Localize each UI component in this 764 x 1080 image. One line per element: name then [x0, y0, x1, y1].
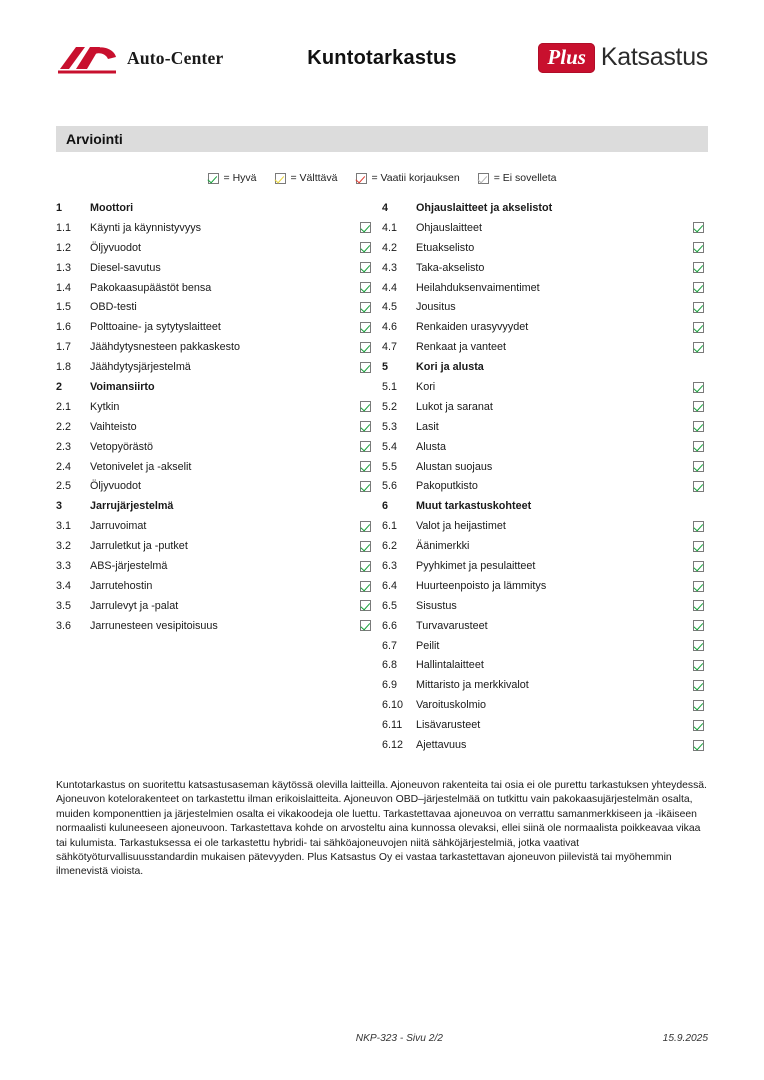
- checklist-item-number: 6.7: [382, 639, 398, 652]
- checklist-item-label: Peilit: [416, 639, 440, 652]
- checklist-item-checkbox[interactable]: [686, 321, 708, 333]
- checklist-item-checkbox[interactable]: [686, 341, 708, 353]
- checklist-item-checkbox[interactable]: [686, 679, 708, 691]
- checklist-item-row: [382, 536, 708, 556]
- checkbox-green-icon: [208, 173, 219, 184]
- checklist-item-row: [382, 516, 708, 536]
- checklist-item-checkbox[interactable]: [686, 719, 708, 731]
- ac-logo-icon: [56, 43, 120, 73]
- checklist-item-number: 1.6: [56, 321, 72, 334]
- checklist-item-row: [382, 556, 708, 576]
- checklist-item-number: 2.4: [56, 460, 72, 473]
- checkbox-green-icon[interactable]: [360, 401, 371, 412]
- checklist-item-row: [56, 616, 382, 636]
- checklist-item-label: Kytkin: [90, 400, 120, 413]
- checklist-item-row: [56, 576, 382, 596]
- checkbox-green-icon[interactable]: [360, 421, 371, 432]
- checklist-item-number: 3.4: [56, 579, 72, 592]
- checklist-item-checkbox[interactable]: [686, 222, 708, 234]
- footer-date: 15.9.2025: [662, 1033, 708, 1044]
- checklist-item-label: OBD-testi: [90, 301, 137, 314]
- checklist-item-row: [382, 675, 708, 695]
- checkbox-green-icon[interactable]: [693, 541, 704, 552]
- checklist-item-row: [382, 596, 708, 616]
- checkbox-green-icon[interactable]: [360, 242, 371, 253]
- checkbox-green-icon[interactable]: [360, 461, 371, 472]
- checkbox-green-icon[interactable]: [693, 322, 704, 333]
- checklist-item-checkbox[interactable]: [686, 441, 708, 453]
- checklist-group-row: [382, 357, 708, 377]
- page-title: Kuntotarkastus: [307, 46, 457, 69]
- checklist-item-checkbox[interactable]: [686, 540, 708, 552]
- checkbox-green-icon[interactable]: [693, 640, 704, 651]
- checklist-item-number: 4.4: [382, 281, 398, 294]
- checklist-group-row: [56, 198, 382, 218]
- checkbox-green-icon[interactable]: [360, 342, 371, 353]
- checklist-item-row: [56, 297, 382, 317]
- checklist-group-row: [56, 377, 382, 397]
- checklist-item-number: 6.4: [382, 579, 398, 592]
- autocenter-logo: [56, 43, 286, 73]
- checklist-item-number: 3.6: [56, 619, 72, 632]
- checkbox-green-icon[interactable]: [360, 282, 371, 293]
- checklist-item-number: 3.2: [56, 540, 72, 553]
- legend-item-vaatii-korjauksen: [356, 172, 460, 184]
- checklist-item-number: 3.5: [56, 599, 72, 612]
- checklist-item-checkbox[interactable]: [686, 520, 708, 532]
- checklist-item-label: Öljyvuodot: [90, 241, 142, 254]
- checkbox-green-icon[interactable]: [360, 521, 371, 532]
- checklist-item-checkbox[interactable]: [360, 480, 382, 492]
- checkbox-green-icon[interactable]: [360, 541, 371, 552]
- checklist-group-row: [382, 198, 708, 218]
- checklist-item-label: Jousitus: [416, 301, 456, 314]
- checklist-item-number: 4.3: [382, 261, 398, 274]
- checklist-item-label: ABS-järjestelmä: [90, 559, 168, 572]
- katsastus-wordmark: Katsastus: [600, 43, 708, 72]
- checklist-item-number: 4.7: [382, 341, 398, 354]
- checklist-item-checkbox[interactable]: [686, 560, 708, 572]
- disclaimer-text: Kuntotarkastus on suoritettu katsastusaseman käytössä olevilla laitteilla. Ajoneuvon rakenteita tai osia ei ole purettu tarkastuksen yhteydessä. Ajoneuvon kotelorakenteet on tarkastettu ilman erikoislaitteita. Ajoneuvon OBD–järjestelmää on tutkittu vain pakokaasujärjestelmän osalta, muiden komponenttien ja järjestelmien osalta ei vikakoodeja ole luettu. Tarkastettavaa ajoneuvoa on verrattu samanmerkkiseen ja -ikäiseen normaalisti kuluneeseen ajoneuvoon. Tarkastettava kohde on arvosteltu aina kunnossa olevaksi, ellei siinä ole normaalista poikkeavaa vikaa tai kulumista. Tarkastuksessa ei ole tarkastettu hybridi- tai sähköajoneuvojen niitä sähköjärjestelmiä, jotka vaativat sähkötyöturvallisuusstandardin mukaisen pätevyyden. Plus Katsastus Oy ei vastaa tarkastettavan ajoneuvon piilevistä tai myöhemmin ilmenevistä vioista.: [56, 779, 707, 878]
- checklist-item-number: 1.5: [56, 301, 72, 314]
- checklist-item-label: Moottori: [90, 201, 134, 214]
- checklist-item-label: Taka-akselisto: [416, 261, 485, 274]
- checklist-item-label: Ohjauslaitteet: [416, 221, 483, 234]
- checklist-item-checkbox[interactable]: [686, 659, 708, 671]
- pluskatsastus-logo: [478, 43, 708, 72]
- checklist-item-number: 1: [56, 201, 63, 214]
- checklist-item-checkbox[interactable]: [360, 520, 382, 532]
- checklist-item-number: 5.6: [382, 480, 398, 493]
- checklist-item-number: 6.2: [382, 540, 398, 553]
- legend-item-ei-sovelleta: [478, 172, 557, 184]
- checklist-item-row: [382, 636, 708, 656]
- checklist-item-number: 2.5: [56, 480, 72, 493]
- checklist-item-number: 3.1: [56, 520, 72, 533]
- checklist-item-label: Jarrujärjestelmä: [90, 500, 174, 513]
- checklist-item-label: Jarrutehostin: [90, 579, 153, 592]
- checklist-item-number: 5.2: [382, 400, 398, 413]
- checklist-item-number: 1.1: [56, 221, 72, 234]
- checklist-item-number: 4.2: [382, 241, 398, 254]
- footer-document-ref: NKP-323 - Sivu 2/2: [355, 1033, 443, 1044]
- checkbox-green-icon[interactable]: [360, 222, 371, 233]
- checklist-item-label: Jarruletkut ja -putket: [90, 540, 188, 553]
- checklist: [56, 198, 708, 755]
- legend-label: = Hyvä: [223, 172, 257, 184]
- legend-label: = Vaatii korjauksen: [371, 172, 460, 184]
- checkbox-green-icon[interactable]: [693, 720, 704, 731]
- checklist-item-number: 1.3: [56, 261, 72, 274]
- checklist-item-row: [56, 258, 382, 278]
- checkbox-green-icon[interactable]: [693, 660, 704, 671]
- checkbox-green-icon[interactable]: [693, 421, 704, 432]
- checklist-item-row: [56, 238, 382, 258]
- checkbox-green-icon[interactable]: [693, 262, 704, 273]
- checklist-item-row: [56, 437, 382, 457]
- checklist-column-right: [382, 198, 708, 755]
- autocenter-wordmark: Auto-Center: [127, 47, 224, 68]
- checkbox-green-icon[interactable]: [693, 740, 704, 751]
- checklist-group-row: [382, 496, 708, 516]
- checklist-item-number: 5: [382, 361, 389, 374]
- checklist-item-row: [382, 317, 708, 337]
- checklist-item-checkbox[interactable]: [360, 421, 382, 433]
- checklist-item-label: Ohjauslaitteet ja akselistot: [416, 201, 553, 214]
- checklist-item-number: 2: [56, 380, 63, 393]
- checkbox-yellow-icon: [275, 173, 286, 184]
- checklist-item-label: Varoituskolmio: [416, 699, 487, 712]
- checklist-item-number: 6.5: [382, 599, 398, 612]
- checklist-item-row: [382, 476, 708, 496]
- checklist-item-label: Mittaristo ja merkkivalot: [416, 679, 529, 692]
- checklist-item-label: Sisustus: [416, 599, 457, 612]
- checklist-item-row: [382, 417, 708, 437]
- checkbox-green-icon[interactable]: [693, 680, 704, 691]
- checklist-item-row: [56, 457, 382, 477]
- checklist-item-label: Renkaiden urasyvyydet: [416, 321, 529, 334]
- checklist-item-row: [56, 278, 382, 298]
- checklist-item-label: Käynti ja käynnistyvyys: [90, 221, 202, 234]
- checkbox-green-icon[interactable]: [693, 242, 704, 253]
- checklist-item-checkbox[interactable]: [360, 560, 382, 572]
- checklist-item-checkbox[interactable]: [686, 401, 708, 413]
- checklist-item-number: 6.8: [382, 659, 398, 672]
- checkbox-green-icon[interactable]: [693, 401, 704, 412]
- checklist-item-number: 1.7: [56, 341, 72, 354]
- checklist-item-row: [382, 218, 708, 238]
- checklist-item-checkbox[interactable]: [360, 540, 382, 552]
- checkbox-green-icon[interactable]: [693, 581, 704, 592]
- checklist-item-label: Vaihteisto: [90, 420, 137, 433]
- checklist-item-row: [56, 317, 382, 337]
- checklist-item-row: [56, 417, 382, 437]
- checklist-item-checkbox[interactable]: [686, 699, 708, 711]
- checklist-item-number: 5.4: [382, 440, 398, 453]
- checklist-item-label: Polttoaine- ja sytytyslaitteet: [90, 321, 221, 334]
- checkbox-green-icon[interactable]: [693, 222, 704, 233]
- checklist-item-label: Jäähdytysnesteen pakkaskesto: [90, 341, 241, 354]
- checklist-item-row: [382, 715, 708, 735]
- checklist-item-row: [56, 476, 382, 496]
- checklist-item-label: Hallintalaitteet: [416, 659, 484, 672]
- checklist-item-row: [56, 556, 382, 576]
- checklist-item-number: 6.1: [382, 520, 398, 533]
- checklist-item-label: Renkaat ja vanteet: [416, 341, 507, 354]
- legend-item-valttava: [275, 172, 338, 184]
- checkbox-green-icon[interactable]: [360, 362, 371, 373]
- checklist-item-checkbox[interactable]: [360, 321, 382, 333]
- checklist-item-label: Heilahduksenvaimentimet: [416, 281, 540, 294]
- checklist-item-label: Ajettavuus: [416, 738, 467, 751]
- checklist-item-row: [382, 337, 708, 357]
- checklist-item-checkbox[interactable]: [686, 282, 708, 294]
- checklist-item-row: [382, 616, 708, 636]
- checklist-item-row: [56, 536, 382, 556]
- checkbox-green-icon[interactable]: [360, 581, 371, 592]
- checklist-item-checkbox[interactable]: [360, 401, 382, 413]
- checklist-item-label: Öljyvuodot: [90, 480, 142, 493]
- checklist-item-row: [56, 337, 382, 357]
- checklist-item-label: Turvavarusteet: [416, 619, 488, 632]
- checkbox-green-icon[interactable]: [693, 620, 704, 631]
- checklist-item-checkbox[interactable]: [360, 262, 382, 274]
- checklist-item-number: 6: [382, 500, 389, 513]
- checklist-item-label: Lasit: [416, 420, 439, 433]
- checklist-item-label: Jarrunesteen vesipitoisuus: [90, 619, 218, 632]
- checklist-item-row: [382, 576, 708, 596]
- checkbox-green-icon[interactable]: [693, 282, 704, 293]
- checkbox-green-icon[interactable]: [693, 302, 704, 313]
- checklist-item-number: 1.2: [56, 241, 72, 254]
- checklist-item-checkbox[interactable]: [686, 242, 708, 254]
- plus-badge: Plus: [538, 43, 595, 72]
- checklist-item-number: 4: [382, 201, 389, 214]
- checklist-item-label: Lisävarusteet: [416, 719, 481, 732]
- checklist-item-checkbox[interactable]: [686, 421, 708, 433]
- checklist-item-checkbox[interactable]: [686, 461, 708, 473]
- checklist-item-label: Kori: [416, 380, 436, 393]
- checklist-item-checkbox[interactable]: [686, 301, 708, 313]
- checklist-item-checkbox[interactable]: [360, 620, 382, 632]
- checklist-item-checkbox[interactable]: [686, 739, 708, 751]
- document-header: [56, 0, 708, 92]
- legend-label: = Ei sovelleta: [493, 172, 557, 184]
- checkbox-green-icon[interactable]: [693, 441, 704, 452]
- checklist-item-label: Alustan suojaus: [416, 460, 493, 473]
- checkbox-green-icon[interactable]: [360, 561, 371, 572]
- checkbox-green-icon[interactable]: [360, 600, 371, 611]
- checkbox-green-icon[interactable]: [360, 262, 371, 273]
- checkbox-green-icon[interactable]: [360, 441, 371, 452]
- checklist-item-number: 3: [56, 500, 63, 513]
- checklist-item-checkbox[interactable]: [360, 461, 382, 473]
- checklist-item-number: 5.5: [382, 460, 398, 473]
- checklist-item-number: 6.9: [382, 679, 398, 692]
- checklist-item-checkbox[interactable]: [360, 361, 382, 373]
- checklist-column-left: [56, 198, 382, 755]
- checklist-item-checkbox[interactable]: [360, 441, 382, 453]
- checklist-item-label: Äänimerkki: [416, 540, 470, 553]
- checklist-item-label: Jäähdytysjärjestelmä: [90, 361, 191, 374]
- checklist-item-label: Alusta: [416, 440, 447, 453]
- checklist-item-label: Voimansiirto: [90, 380, 155, 393]
- checklist-item-row: [382, 278, 708, 298]
- checklist-item-row: [382, 735, 708, 755]
- checklist-item-checkbox[interactable]: [686, 580, 708, 592]
- checklist-item-row: [382, 377, 708, 397]
- checklist-item-number: 5.3: [382, 420, 398, 433]
- checklist-item-label: Jarrulevyt ja -palat: [90, 599, 179, 612]
- checklist-item-row: [382, 457, 708, 477]
- checkbox-green-icon[interactable]: [693, 342, 704, 353]
- checklist-item-checkbox[interactable]: [686, 640, 708, 652]
- checklist-item-row: [382, 397, 708, 417]
- checklist-item-row: [382, 655, 708, 675]
- checklist-item-row: [56, 596, 382, 616]
- checkbox-green-icon[interactable]: [360, 620, 371, 631]
- checkbox-red-icon: [356, 173, 367, 184]
- checklist-item-number: 6.3: [382, 559, 398, 572]
- checkbox-green-icon[interactable]: [360, 302, 371, 313]
- checklist-item-checkbox[interactable]: [360, 600, 382, 612]
- checklist-item-row: [382, 297, 708, 317]
- checkbox-green-icon[interactable]: [360, 481, 371, 492]
- legend-label: = Välttävä: [290, 172, 338, 184]
- checklist-item-checkbox[interactable]: [686, 600, 708, 612]
- checklist-item-label: Jarruvoimat: [90, 520, 147, 533]
- checklist-item-checkbox[interactable]: [360, 341, 382, 353]
- checklist-item-checkbox[interactable]: [360, 242, 382, 254]
- checklist-item-number: 5.1: [382, 380, 398, 393]
- checklist-item-number: 3.3: [56, 559, 72, 572]
- checkbox-green-icon[interactable]: [360, 322, 371, 333]
- checklist-item-checkbox[interactable]: [360, 222, 382, 234]
- checklist-item-row: [382, 238, 708, 258]
- checklist-item-checkbox[interactable]: [686, 381, 708, 393]
- checklist-item-label: Vetonivelet ja -akselit: [90, 460, 192, 473]
- checklist-item-number: 6.12: [382, 738, 404, 751]
- checklist-item-number: 1.8: [56, 361, 72, 374]
- checklist-item-label: Muut tarkastuskohteet: [416, 500, 532, 513]
- checklist-item-checkbox[interactable]: [686, 620, 708, 632]
- checklist-item-row: [56, 397, 382, 417]
- checklist-item-label: Diesel-savutus: [90, 261, 161, 274]
- checklist-item-checkbox[interactable]: [360, 580, 382, 592]
- checklist-item-label: Huurteenpoisto ja lämmitys: [416, 579, 547, 592]
- checklist-item-number: 6.10: [382, 699, 404, 712]
- checklist-item-label: Vetopyörästö: [90, 440, 154, 453]
- checkbox-green-icon[interactable]: [693, 521, 704, 532]
- checkbox-green-icon[interactable]: [693, 481, 704, 492]
- checkbox-green-icon[interactable]: [693, 600, 704, 611]
- checklist-item-number: 4.1: [382, 221, 398, 234]
- checklist-item-row: [56, 357, 382, 377]
- checkbox-green-icon[interactable]: [693, 461, 704, 472]
- checklist-item-number: 4.5: [382, 301, 398, 314]
- legend-item-hyva: [208, 172, 257, 184]
- checkbox-grey-icon: [478, 173, 489, 184]
- checklist-item-checkbox[interactable]: [686, 480, 708, 492]
- checklist-item-checkbox[interactable]: [686, 262, 708, 274]
- legend: [56, 172, 708, 184]
- checklist-item-label: Kori ja alusta: [416, 361, 484, 374]
- checkbox-green-icon[interactable]: [693, 700, 704, 711]
- page-footer: [56, 1033, 708, 1044]
- checklist-item-label: Pyyhkimet ja pesulaitteet: [416, 559, 536, 572]
- checklist-item-label: Lukot ja saranat: [416, 400, 493, 413]
- checklist-group-row: [56, 496, 382, 516]
- checklist-item-label: Etuakselisto: [416, 241, 475, 254]
- checklist-item-checkbox[interactable]: [360, 301, 382, 313]
- checklist-item-row: [382, 695, 708, 715]
- checklist-item-number: 6.6: [382, 619, 398, 632]
- checklist-item-number: 4.6: [382, 321, 398, 334]
- checklist-item-row: [56, 516, 382, 536]
- checkbox-green-icon[interactable]: [693, 561, 704, 572]
- checklist-item-number: 2.2: [56, 420, 72, 433]
- checklist-item-number: 1.4: [56, 281, 72, 294]
- checkbox-green-icon[interactable]: [693, 382, 704, 393]
- checklist-item-number: 2.1: [56, 400, 72, 413]
- checklist-item-label: Valot ja heijastimet: [416, 520, 506, 533]
- checklist-item-row: [382, 258, 708, 278]
- checklist-item-checkbox[interactable]: [360, 282, 382, 294]
- checklist-item-number: 2.3: [56, 440, 72, 453]
- checklist-item-row: [56, 218, 382, 238]
- section-header-arviointi: Arviointi: [56, 126, 708, 152]
- checklist-item-label: Pakokaasupäästöt bensa: [90, 281, 212, 294]
- checklist-item-label: Pakoputkisto: [416, 480, 478, 493]
- checklist-item-number: 6.11: [382, 719, 403, 732]
- checklist-item-row: [382, 437, 708, 457]
